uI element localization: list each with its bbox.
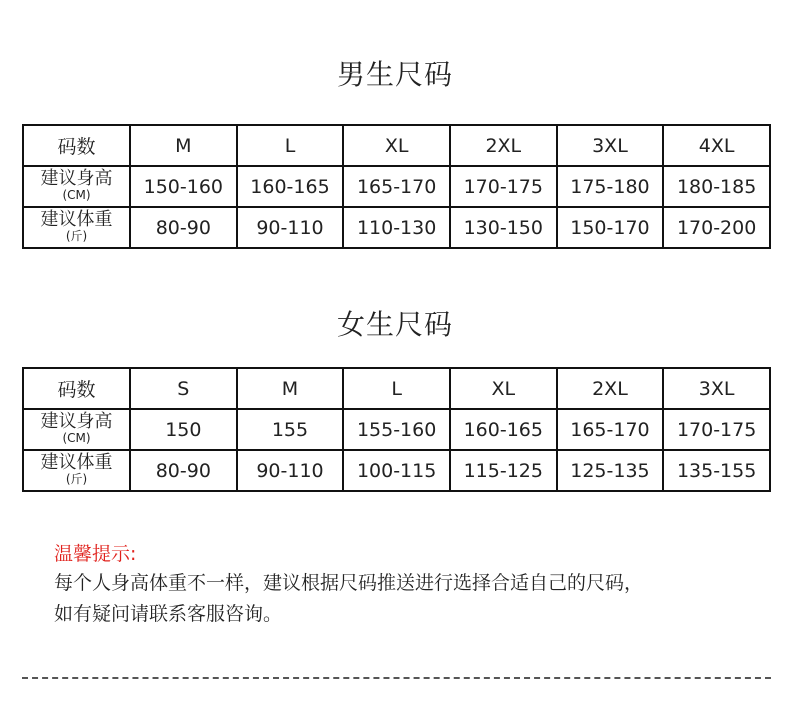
table-cell: 165-170 (557, 409, 664, 450)
tips-block (54, 540, 774, 630)
table-cell: 115-125 (450, 450, 557, 491)
header-cell: 3XL (557, 125, 664, 166)
row-label-height (23, 409, 130, 450)
table-row-weight (23, 450, 770, 491)
row-label-unit: (CM) (62, 431, 91, 446)
table-cell: 165-170 (343, 166, 450, 207)
table-cell: 80-90 (130, 450, 237, 491)
header-cell: XL (343, 125, 450, 166)
row-label-unit: (斤) (65, 472, 88, 487)
table-cell: 155 (237, 409, 344, 450)
header-cell: L (237, 125, 344, 166)
header-cell: 码数 (23, 368, 130, 409)
row-label-unit: (斤) (65, 229, 88, 244)
row-label-height (23, 166, 130, 207)
tips-line: 如有疑问请联系客服咨询。 (54, 603, 283, 625)
table-cell: 160-165 (450, 409, 557, 450)
row-label-text: 建议身高 (40, 168, 113, 190)
header-cell: 4XL (663, 125, 770, 166)
table-cell: 150 (130, 409, 237, 450)
table-cell: 130-150 (450, 207, 557, 248)
table-cell: 170-200 (663, 207, 770, 248)
table-cell: 150-160 (130, 166, 237, 207)
table-row-height (23, 166, 770, 207)
table-cell: 170-175 (663, 409, 770, 450)
row-label-weight (23, 450, 130, 491)
table-row-height (23, 409, 770, 450)
table-cell: 90-110 (237, 450, 344, 491)
table-row-weight (23, 207, 770, 248)
table-cell: 155-160 (343, 409, 450, 450)
header-cell: XL (450, 368, 557, 409)
header-cell: 码数 (23, 125, 130, 166)
table-cell: 90-110 (237, 207, 344, 248)
table-cell: 100-115 (343, 450, 450, 491)
table-header-row (23, 368, 770, 409)
header-cell: 2XL (450, 125, 557, 166)
men-size-table (22, 124, 771, 249)
table-cell: 180-185 (663, 166, 770, 207)
table-cell: 125-135 (557, 450, 664, 491)
table-header-row (23, 125, 770, 166)
table-cell: 170-175 (450, 166, 557, 207)
row-label-text: 建议体重 (40, 452, 113, 474)
tips-title: 温馨提示: (54, 543, 137, 565)
header-cell: 2XL (557, 368, 664, 409)
row-label-text: 建议体重 (40, 209, 113, 231)
row-label-unit: (CM) (62, 188, 91, 203)
table-cell: 80-90 (130, 207, 237, 248)
women-size-title: 女生尺码 (336, 308, 453, 341)
header-cell: M (130, 125, 237, 166)
header-cell: S (130, 368, 237, 409)
header-cell: 3XL (663, 368, 770, 409)
header-cell: L (343, 368, 450, 409)
header-cell: M (237, 368, 344, 409)
men-size-title: 男生尺码 (336, 58, 453, 91)
table-cell: 150-170 (557, 207, 664, 248)
table-cell: 175-180 (557, 166, 664, 207)
row-label-weight (23, 207, 130, 248)
row-label-text: 建议身高 (40, 411, 113, 433)
table-cell: 135-155 (663, 450, 770, 491)
women-size-table (22, 367, 771, 492)
table-cell: 110-130 (343, 207, 450, 248)
dashed-divider (22, 677, 771, 679)
tips-line: 每个人身高体重不一样，建议根据尺码推送进行选择合适自己的尺码， (54, 572, 644, 594)
table-cell: 160-165 (237, 166, 344, 207)
